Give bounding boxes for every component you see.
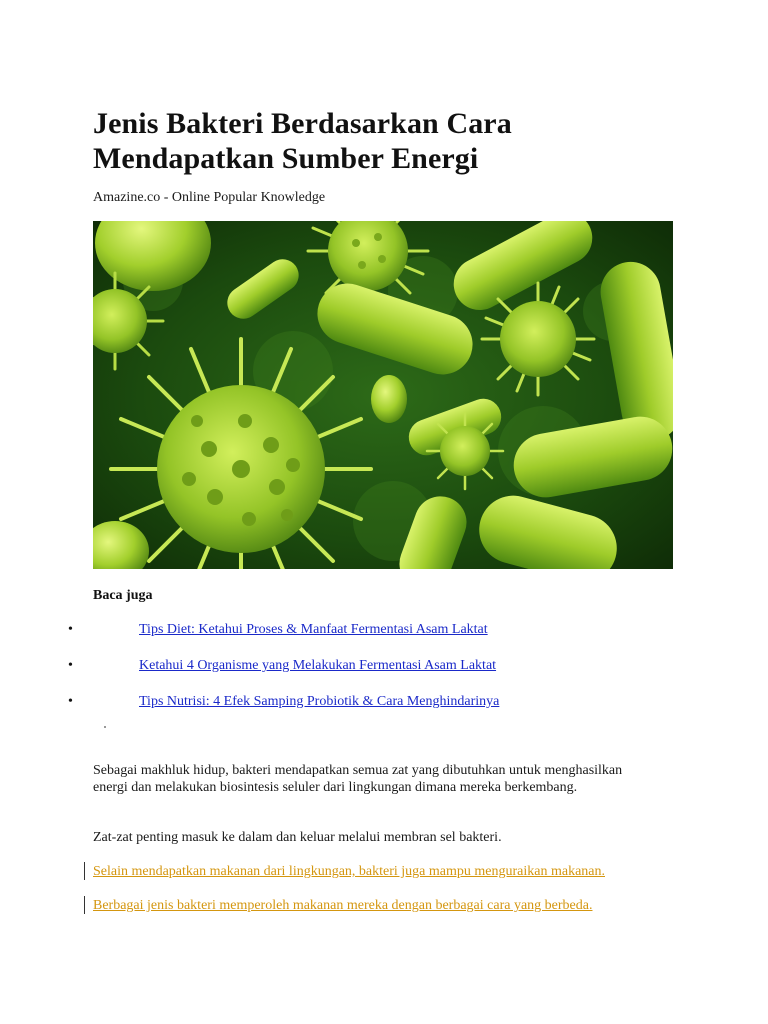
highlighted-sentence-1: Selain mendapatkan makanan dari lingkungan, bakteri juga mampu menguraikan makanan. [93, 864, 605, 879]
bullet: • [68, 694, 73, 709]
related-links-list [68, 620, 688, 728]
highlight-marker-bar [84, 896, 85, 914]
related-link-1[interactable]: Tips Diet: Ketahui Proses & Manfaat Fermentasi Asam Laktat [139, 622, 488, 637]
article-source: Amazine.co - Online Popular Knowledge [93, 190, 326, 205]
related-link-2[interactable]: Ketahui 4 Organisme yang Melakukan Fermentasi Asam Laktat [139, 658, 497, 673]
body-paragraph-1: Sebagai makhluk hidup, bakteri mendapatkan semua zat yang dibutuhkan untuk menghasilkan energi dan melakukan biosintesis seluler dari lingkungan dimana mereka berkembang. [93, 763, 623, 795]
bullet: • [68, 658, 73, 673]
list-item [68, 692, 688, 728]
bullet: • [68, 622, 73, 637]
bacteria-hero-image [93, 221, 673, 569]
highlighted-sentence-2: Berbagai jenis bakteri memperoleh makanan mereka dengan berbagai cara yang berbeda. [93, 898, 593, 913]
list-item [68, 656, 688, 692]
divider-dot [104, 726, 106, 728]
related-heading: Baca juga [93, 588, 153, 603]
highlight-marker-bar [84, 862, 85, 880]
article-title: Jenis Bakteri Berdasarkan Cara Mendapatkan Sumber Energi [93, 107, 512, 175]
list-item [68, 620, 688, 656]
body-paragraph-2: Zat-zat penting masuk ke dalam dan keluar melalui membran sel bakteri. [93, 830, 502, 845]
related-link-3[interactable]: Tips Nutrisi: 4 Efek Samping Probiotik & Cara Menghindarinya [139, 694, 500, 709]
